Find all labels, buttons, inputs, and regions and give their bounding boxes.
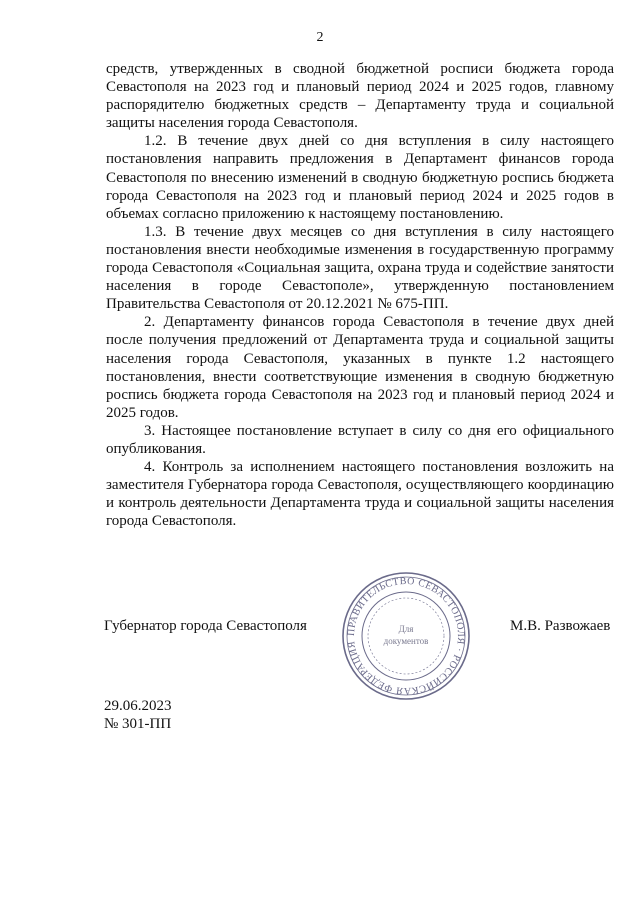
document-number: № 301-ПП: [104, 716, 172, 732]
paragraph-1-3: 1.3. В течение двух месяцев со дня вступления в силу настоящего постановления внести необходимые изменения в государственную программу города Севастополя «Социальная защита, охрана труда и содействие занятости населения в городе Севастополе», утвержденную постановлением Правительства Севастополя от 20.12.2021 № 675-ПП.: [106, 223, 614, 313]
signatory-name: М.В. Развожаев: [510, 618, 611, 634]
document-body: [106, 60, 614, 530]
signatory-title: Губернатор города Севастополя: [104, 618, 307, 634]
paragraph-continuation: средств, утвержденных в сводной бюджетной росписи бюджета города Севастополя на 2023 год и плановый период 2024 и 2025 годов, главному распорядителю бюджетных средств – Департаменту труда и социальной защиты населения города Севастополя.: [106, 61, 614, 132]
seal-outer-text: ПРАВИТЕЛЬСТВО СЕВАСТОПОЛЯ · РОССИЙСКАЯ ФЕДЕРАЦИЯ: [345, 575, 467, 697]
page-number: 2: [316, 30, 324, 45]
paragraph-2: 2. Департаменту финансов города Севастополя в течение двух дней после получения предложений от Департамента труда и социальной защиты населения города Севастополя, указанных в пункте 1.2 настоящего постановления, внести соответствующие изменения в сводную бюджетную роспись бюджета города Севастополя на 2023 год и плановый период 2024 и 2025 годов.: [106, 314, 614, 421]
official-seal: [340, 570, 472, 702]
document-date: 29.06.2023: [104, 698, 172, 714]
seal-center-line1: Для: [398, 624, 414, 634]
paragraph-1-2: 1.2. В течение двух дней со дня вступления в силу настоящего постановления направить предложения в Департамент финансов города Севастополя по внесению изменений в сводную бюджетную роспись бюджета города Севастополя на 2023 год и плановый период 2024 и 2025 годов в объемах согласно приложению к настоящему постановлению.: [106, 133, 614, 222]
paragraph-4: 4. Контроль за исполнением настоящего постановления возложить на заместителя Губернатора города Севастополя, осуществляющего координацию и контроль деятельности Департамента труда и социальной защиты населения города Севастополя.: [106, 459, 614, 530]
paragraph-3: 3. Настоящее постановление вступает в силу со дня его официального опубликования.: [106, 422, 614, 457]
seal-center-line2: документов: [383, 636, 429, 646]
document-date-number: [104, 697, 172, 733]
